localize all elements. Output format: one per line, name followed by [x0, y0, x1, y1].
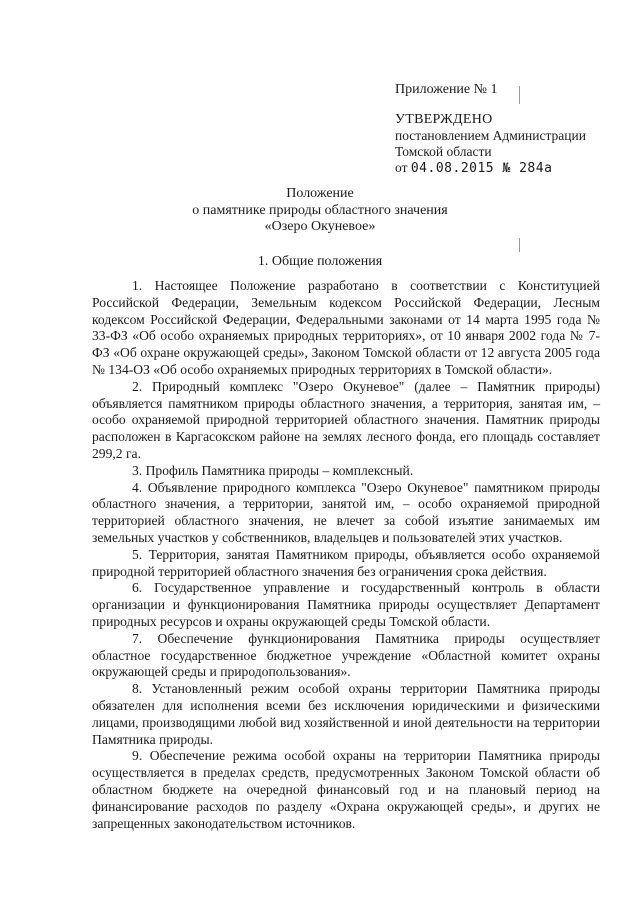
- title-line-3: «Озеро Окуневое»: [264, 219, 376, 234]
- section-heading: 1. Общие положения: [257, 254, 383, 269]
- paragraph: 5. Территория, занятая Памятником природы, объявляется особо охраняемой природной территорией областного значения без ограничения срока действия.: [92, 546, 600, 579]
- date-stamp: 04.08.2015 № 284а: [410, 161, 553, 176]
- paragraph: 8. Установленный режим особой охраны территории Памятника природы обязателен для исполнения всеми без исключения юридическими и физическими лицами, производящими любой вид хозяйственной и иной деятельности на территории Памятника природы.: [92, 681, 600, 747]
- paragraph: 7. Обеспечение функционирования Памятника природы осуществляет областное государственное бюджетное учреждение «Областной комитет охраны окружающей среды и природопользования».: [92, 630, 600, 680]
- approval-date-line: [395, 160, 625, 177]
- approved-label: УТВЕРЖДЕНО: [395, 112, 493, 127]
- paragraph: 6. Государственное управление и государственный контроль в области организации и функционирования Памятника природы осуществляет Департамент природных ресурсов и охраны окружающей среды Томской области.: [92, 580, 600, 629]
- paragraph: 2. Природный комплекс "Озеро Окуневое" (далее – Памятник природы) объявляется памятником природы областного значения, а территория, занятая им, – особо охраняемой природной территорией областного значения. Памятник природы расположен в Каргасокском районе на землях лесного фонда, его площадь составляет 299,2 га.: [92, 378, 600, 461]
- paragraph: 1. Настоящее Положение разработано в соответствии с Конституцией Российской Федерации, Земельным кодексом Российской Федерации, Лесным кодексом Российской Федерации, Федеральными законами от 14 марта 1995 года № 33-ФЗ «Об особо охраняемых природных территориях», от 10 января 2002 года № 7-ФЗ «Об охране окружающей среды», Законом Томской области от 12 августа 2005 года № 134-ОЗ «Об особо охраняемых природных территориях в Томской области».: [92, 278, 600, 377]
- document-body: [92, 278, 600, 832]
- approved-by-line: постановлением Администрации: [395, 128, 586, 143]
- title-line-1: Положение: [286, 186, 354, 201]
- appendix-label: Приложение № 1: [395, 82, 498, 97]
- paragraph: 3. Профиль Памятника природы – комплексный.: [132, 462, 414, 478]
- document-title: [110, 186, 530, 236]
- title-line-2: о памятнике природы областного значения: [192, 202, 448, 218]
- approved-by-region: Томской области: [395, 144, 492, 159]
- scan-mark: [519, 238, 520, 252]
- paragraph: 9. Обеспечение режима особой охраны на территории Памятника природы осуществляется в пределах средств, предусмотренных Законом Томской области об областном бюджете на очередной финансовый год и на плановый период на финансирование расходов по разделу «Охрана окружающей среды», и других не запрещенных законодательством источников.: [92, 748, 600, 831]
- approval-block: [395, 82, 625, 177]
- date-prefix: от: [395, 160, 408, 175]
- paragraph: 4. Объявление природного комплекса "Озеро Окуневое" памятником природы областного значения, а территории, занятой им, – особо охраняемой природной территорией областного значения, не влечет за собой изъятие занимаемых им земельных участков у собственников, владельцев и пользователей этих участков.: [92, 479, 600, 545]
